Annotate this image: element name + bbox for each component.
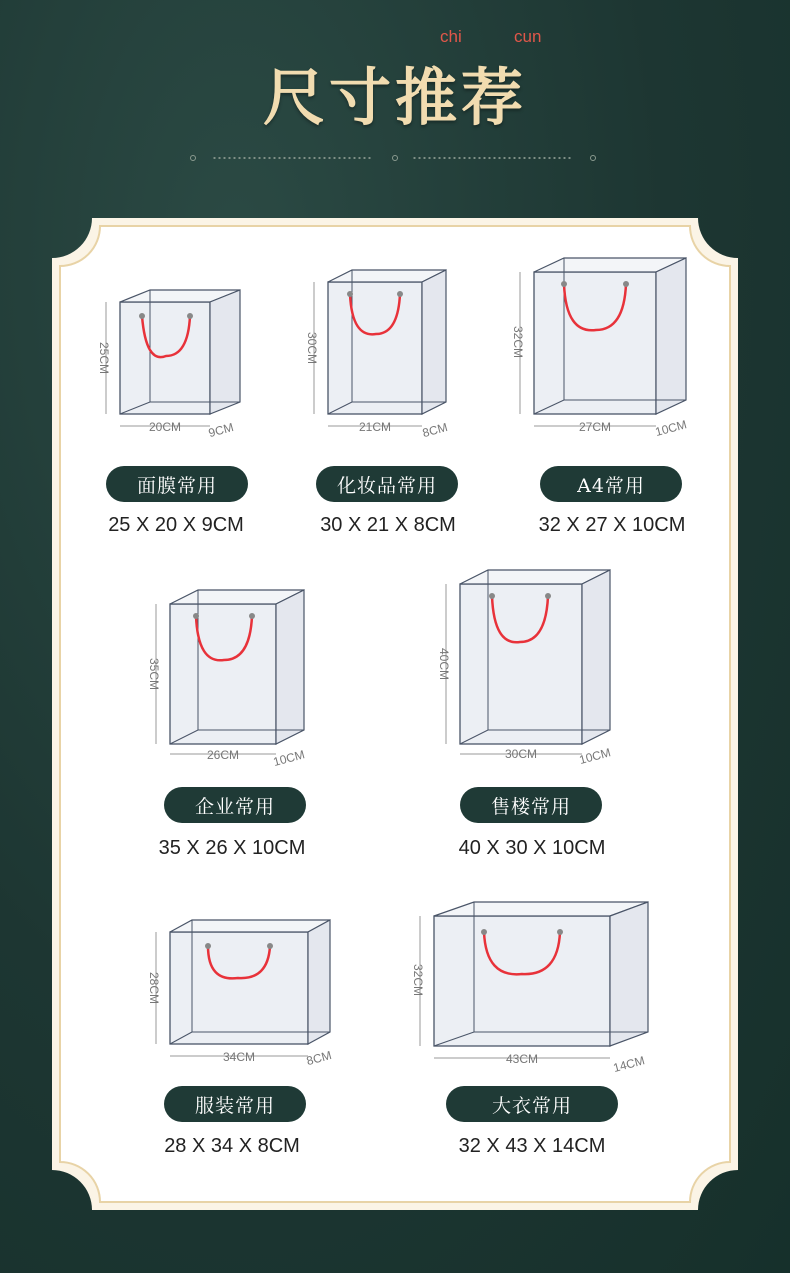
- bag-diagram-cosmetics: [302, 266, 462, 446]
- bag-diagram-clothing: [138, 916, 338, 1076]
- bag-dimensions: 25 X 20 X 9CM: [108, 514, 244, 536]
- size-card: [52, 218, 738, 1210]
- bag-width-label: 30CM: [504, 747, 538, 761]
- bag-height-label: 40CM: [437, 647, 451, 681]
- bag-label-pill: 售楼常用: [460, 787, 602, 823]
- bag-dimensions: 30 X 21 X 8CM: [320, 514, 456, 536]
- bag-width-label: 43CM: [505, 1052, 539, 1066]
- bag-label-pill: 面膜常用: [106, 466, 248, 502]
- bag-diagram-coat: [404, 898, 654, 1078]
- bag-diagram-enterprise: [140, 586, 316, 770]
- bag-label-pill: 化妆品常用: [316, 466, 458, 502]
- bag-dimensions: 40 X 30 X 10CM: [458, 837, 606, 859]
- bag-depth-label: 10CM: [577, 745, 613, 768]
- bag-height-label: 35CM: [147, 657, 161, 691]
- bag-width-label: 26CM: [206, 748, 240, 762]
- bag-width-label: 34CM: [222, 1050, 256, 1064]
- bag-height-label: 25CM: [97, 341, 111, 375]
- bag-diagram-a4: [508, 254, 690, 446]
- title-divider: [190, 153, 600, 163]
- bag-width-label: 21CM: [358, 420, 392, 434]
- bag-diagram-mask: [94, 286, 254, 446]
- bag-height-label: 32CM: [411, 963, 425, 997]
- bag-label-pill: 大衣常用: [446, 1086, 618, 1122]
- bag-dimensions: 32 X 27 X 10CM: [538, 514, 686, 536]
- bag-label-pill: 企业常用: [164, 787, 306, 823]
- bag-height-label: 32CM: [511, 325, 525, 359]
- bag-depth-label: 8CM: [304, 1048, 334, 1069]
- header: [0, 0, 790, 200]
- bag-depth-label: 14CM: [611, 1053, 647, 1076]
- bag-diagram-sales: [428, 566, 618, 770]
- bag-height-label: 28CM: [147, 971, 161, 1005]
- bag-label-pill: A4常用: [540, 466, 682, 502]
- bag-width-label: 20CM: [148, 420, 182, 434]
- bag-height-label: 30CM: [305, 331, 319, 365]
- bag-dimensions: 35 X 26 X 10CM: [158, 837, 306, 859]
- bag-dimensions: 32 X 43 X 14CM: [458, 1135, 606, 1157]
- bag-depth-label: 8CM: [420, 420, 450, 441]
- bag-dimensions: 28 X 34 X 8CM: [164, 1135, 300, 1157]
- bag-width-label: 27CM: [578, 420, 612, 434]
- bag-depth-label: 10CM: [271, 747, 307, 770]
- pinyin-cun: cun: [514, 27, 542, 46]
- bag-label-pill: 服装常用: [164, 1086, 306, 1122]
- page-title: 尺寸推荐: [262, 61, 527, 134]
- pinyin-chi: chi: [440, 27, 462, 46]
- bag-depth-label: 9CM: [206, 420, 236, 441]
- bag-depth-label: 10CM: [653, 417, 689, 440]
